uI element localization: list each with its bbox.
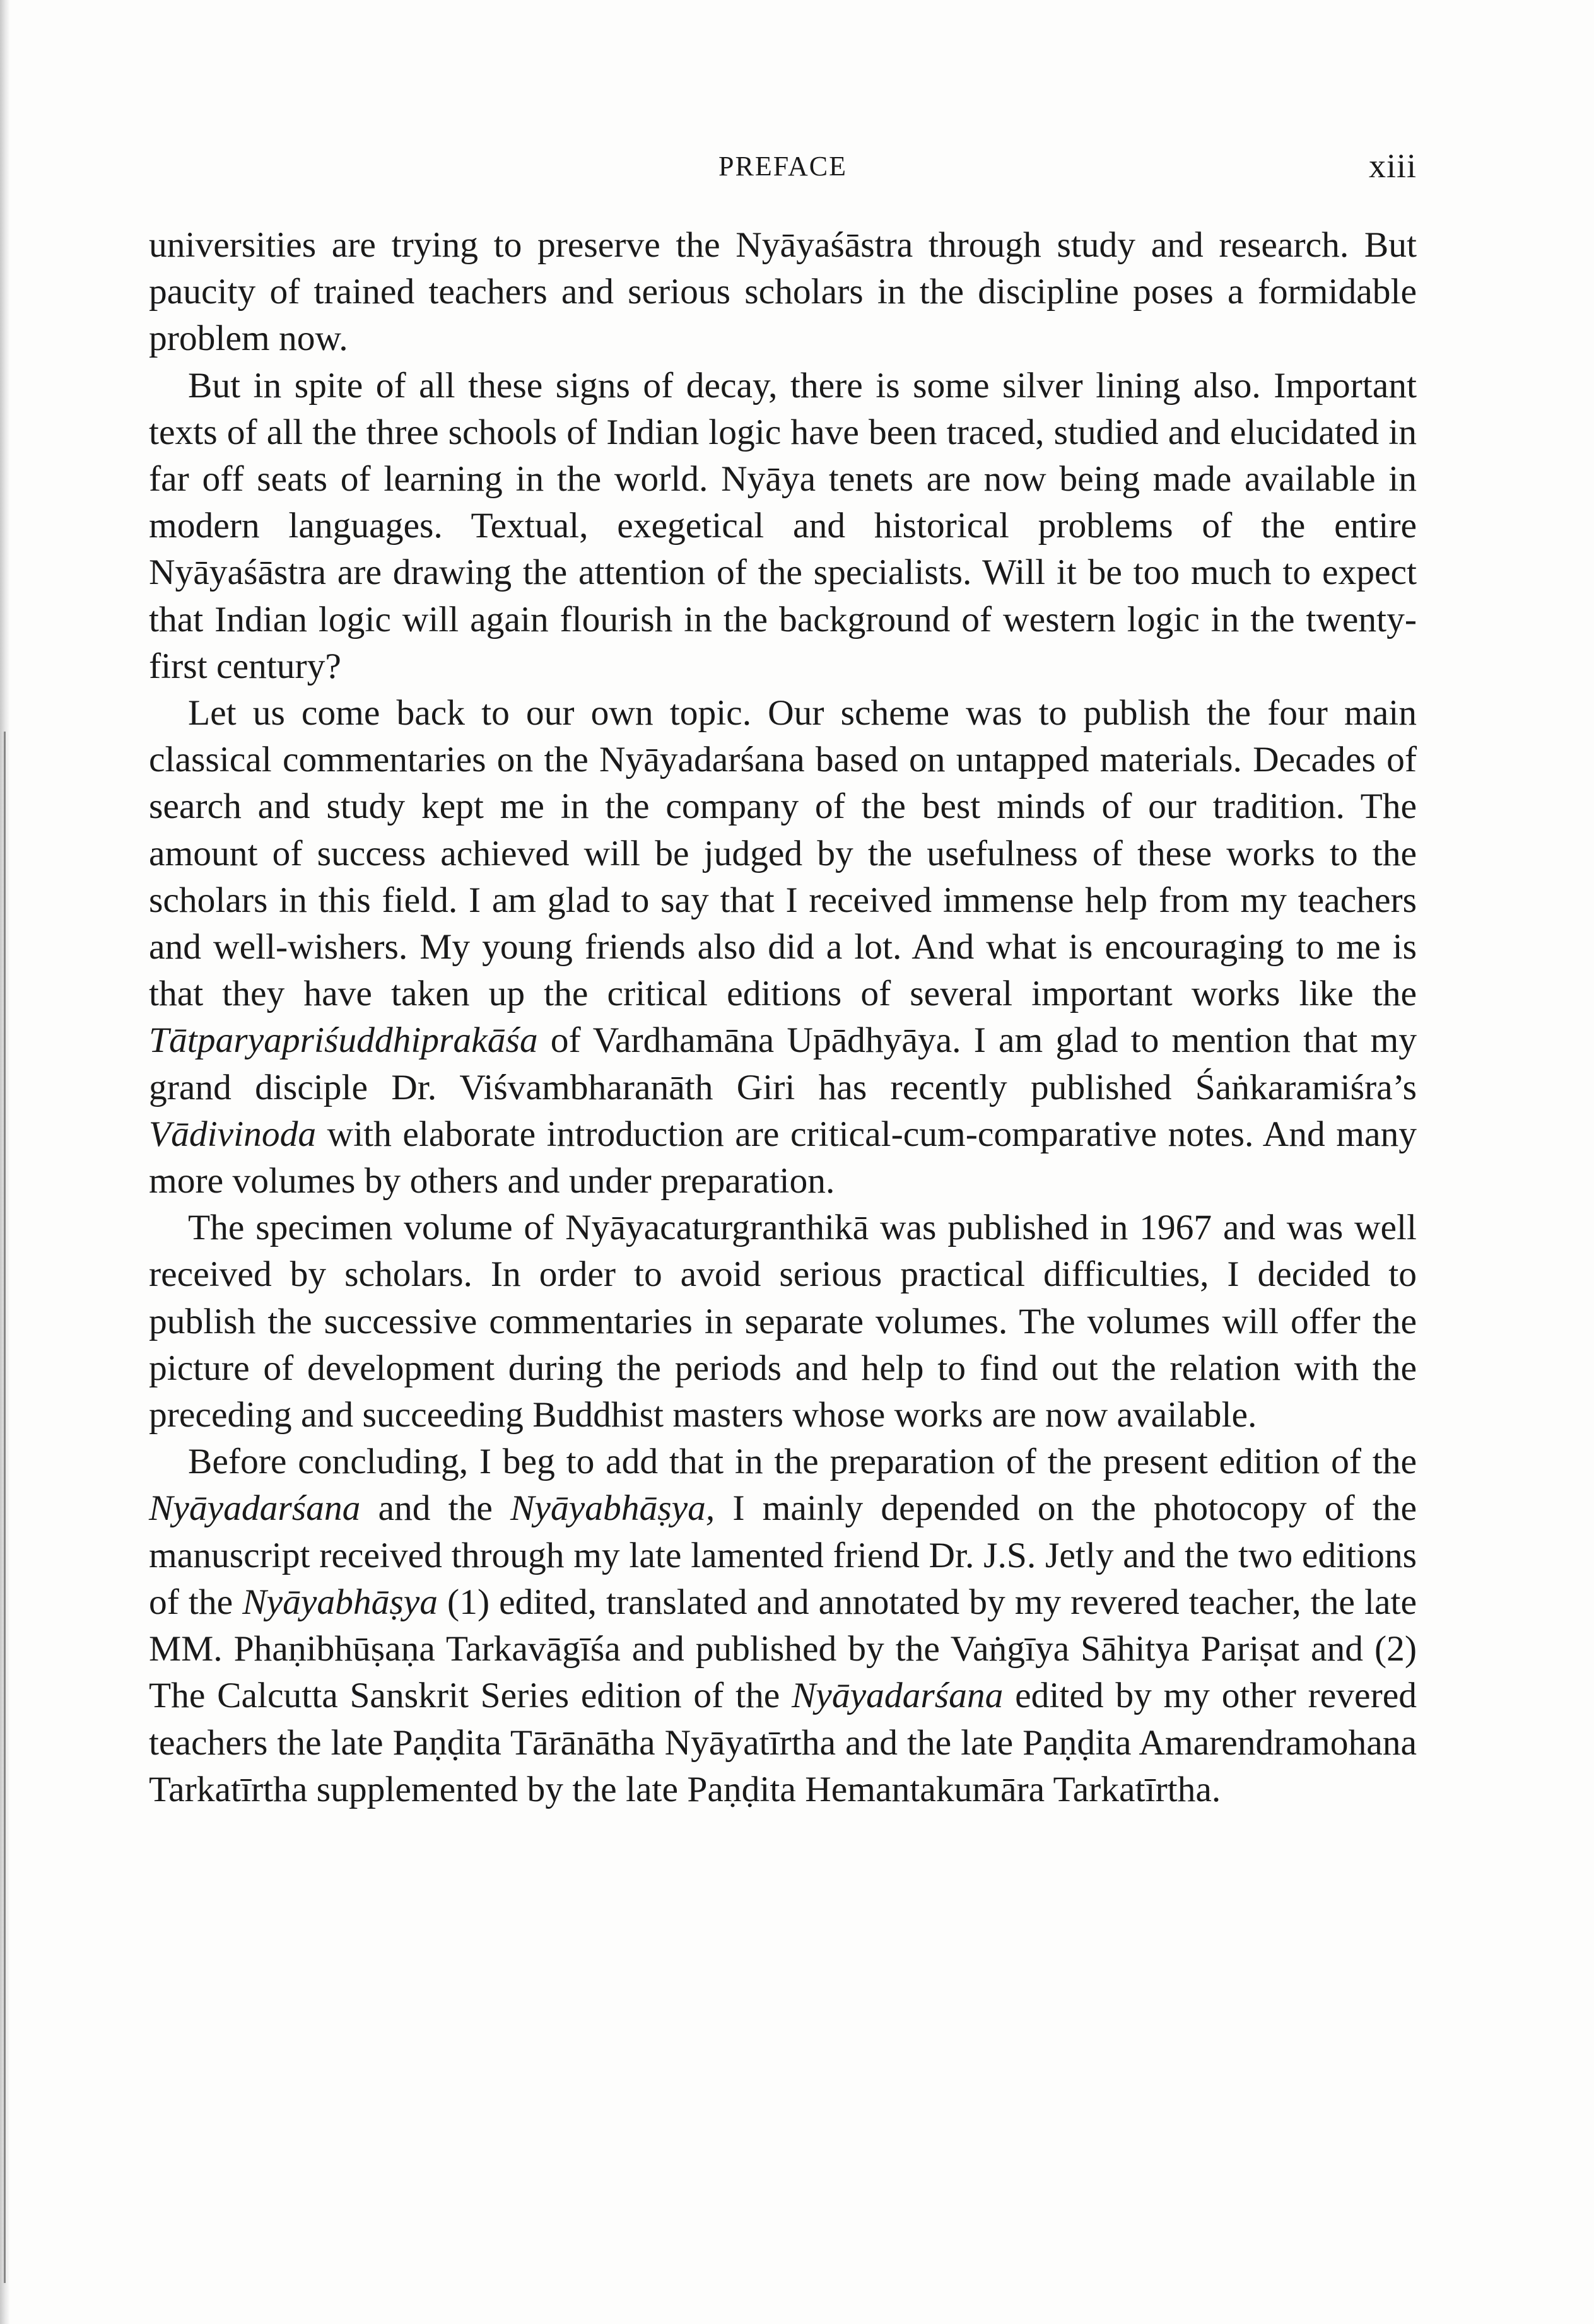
- paragraph-4: The specimen volume of Nyāyacaturgranthikā was published in 1967 and was well received by scholars. In order to avoid serious practical difficulties, I decided to publish the successive commentaries in separate volumes. The volumes will offer the picture of development during the periods and help to find out the relation with the preceding and succeeding Buddhist masters whose works are now available.: [149, 1208, 1417, 1435]
- italic-title-vadivinoda: Vādivinoda: [149, 1114, 317, 1154]
- running-title: PREFACE: [718, 151, 847, 182]
- binding-edge-line: [4, 732, 6, 2283]
- running-head: [149, 146, 1417, 190]
- italic-title-nyayabhasya: Nyāyabhāṣya,: [510, 1488, 715, 1529]
- paragraph-3: Let us come back to our own topic. Our scheme was to publish the four main classical commentaries on the Nyāyadarśana based on untapped materials. Decades of search and study kept me in the company of the best minds of our tradition. The amount of success achieved will be judged by the usefulness of these works to the scholars in this field. I am glad to say that I received immense help from my teachers and well-wishers. My young friends also did a lot. And what is encouraging to me is that they have taken up the critical editions of several important works like the Tātparyapriśuddhiprakāśa of Vardhamāna Upādhyāya. I am glad to mention that my grand disciple Dr. Viśvambharanāth Giri has recently published Śaṅkaramiśra’s Vādivinoda with elaborate introduction are critical-cum-comparative notes. And many more volumes by others and under preparation.: [149, 693, 1417, 1201]
- italic-title-nyayadarsana-2: Nyāyadarśana: [791, 1676, 1004, 1716]
- paragraph-5: Before concluding, I beg to add that in the preparation of the present edition of the Nyāyadarśana and the Nyāyabhāṣya, I mainly depended on the photocopy of the manuscript received through my late lamented friend Dr. J.S. Jetly and the two editions of the Nyāyabhāṣya (1) edited, translated and annotated by my revered teacher, the late MM. Phaṇibhūṣaṇa Tarkavāgīśa and published by the Vaṅgīya Sāhitya Pariṣat and (2) The Calcutta Sanskrit Series edition of the Nyāyadarśana edited by my other revered teachers the late Paṇḍita Tārānātha Nyāyatīrtha and the late Paṇḍita Amarendramohana Tarkatīrtha supplemented by the late Paṇḍita Hemantakumāra Tarkatīrtha.: [149, 1442, 1417, 1809]
- italic-title-nyayadarsana: Nyāyadarśana: [149, 1488, 361, 1529]
- italic-title-tatparyaprisuddhiprakasa: Tātparyapriśuddhiprakāśa: [149, 1020, 538, 1061]
- body-text: [149, 222, 1417, 1813]
- page-number: xiii: [1368, 147, 1417, 185]
- italic-title-nyayabhasya-2: Nyāyabhāṣya: [242, 1582, 438, 1622]
- paragraph-1: universities are trying to preserve the Nyāyaśāstra through study and research. But paucity of trained teachers and serious scholars in the discipline poses a formidable problem now.: [149, 225, 1417, 359]
- paragraph-2: But in spite of all these signs of decay, there is some silver lining also. Important texts of all the three schools of Indian logic have been traced, studied and elucidated in far off seats of learning in the world. Nyāya tenets are now being made available in modern languages. Textual, exegetical and historical problems of the entire Nyāyaśāstra are drawing the attention of the specialists. Will it be too much to expect that Indian logic will again flourish in the background of western logic in the twenty-first century?: [149, 365, 1417, 686]
